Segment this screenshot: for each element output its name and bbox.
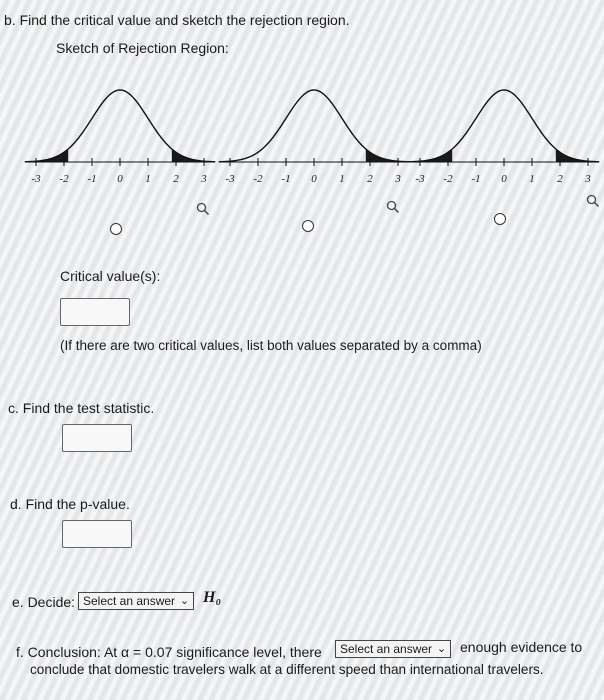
radio-option-1[interactable] — [110, 223, 122, 235]
conclusion-select-value: Select an answer — [340, 642, 433, 656]
part-d-prompt: d. Find the p-value. — [10, 496, 130, 512]
x-tick-label: -1 — [471, 173, 481, 185]
test-statistic-input[interactable] — [62, 424, 132, 452]
normal-curve-3 — [408, 82, 604, 202]
conclusion-line-2: conclude that domestic travelers walk at a different speed than international travelers. — [30, 662, 544, 677]
normal-curve-2 — [218, 82, 414, 202]
x-tick-label: 0 — [117, 173, 123, 185]
sketch-label: Sketch of Rejection Region: — [56, 40, 229, 56]
curve-option-1 — [24, 82, 220, 202]
x-tick-label: -2 — [443, 173, 453, 185]
decide-select-value: Select an answer — [83, 594, 176, 608]
x-tick-label: 2 — [173, 173, 179, 185]
x-tick-label: 2 — [367, 173, 373, 185]
part-e-prompt: e. Decide: — [12, 594, 76, 610]
zoom-icon-2[interactable] — [386, 200, 400, 214]
decide-select[interactable] — [78, 592, 194, 610]
conclusion-suffix: enough evidence to — [460, 639, 583, 655]
radio-option-3[interactable] — [494, 213, 506, 225]
x-tick-label: 3 — [585, 173, 591, 185]
x-tick-label: 0 — [311, 173, 317, 185]
zoom-icon-1[interactable] — [196, 202, 210, 216]
radio-option-2[interactable] — [302, 220, 314, 232]
curve-option-3 — [408, 82, 604, 202]
x-tick-label: -2 — [59, 173, 69, 185]
x-tick-label: 1 — [339, 173, 345, 185]
p-value-input[interactable] — [62, 520, 132, 548]
h0-symbol: H₀ — [203, 589, 222, 606]
x-tick-label: 3 — [395, 173, 401, 185]
curve-option-2 — [218, 82, 414, 202]
x-tick-label: -3 — [225, 173, 235, 185]
conclusion-select[interactable] — [335, 640, 451, 658]
chevron-down-icon: ⌄ — [179, 595, 190, 607]
normal-curve-line — [409, 90, 599, 162]
x-tick-label: -3 — [415, 173, 425, 185]
x-tick-label: 1 — [145, 173, 151, 185]
critical-value-label: Critical value(s): — [60, 268, 161, 284]
critical-value-note: (If there are two critical values, list both values separated by a comma) — [60, 338, 482, 353]
x-tick-label: -1 — [87, 173, 97, 185]
x-tick-label: 0 — [501, 173, 507, 185]
x-tick-label: -2 — [253, 173, 263, 185]
normal-curve-1 — [24, 82, 220, 202]
part-b-prompt: b. Find the critical value and sketch the rejection region. — [4, 12, 350, 28]
normal-curve-line — [25, 90, 215, 162]
x-tick-label: -3 — [31, 173, 41, 185]
critical-value-input[interactable] — [60, 298, 130, 326]
part-c-prompt: c. Find the test statistic. — [8, 400, 155, 416]
normal-curve-line — [219, 90, 409, 162]
conclusion-prefix: f. Conclusion: At α = 0.07 significance level, there — [16, 644, 322, 660]
x-tick-label: -1 — [281, 173, 291, 185]
zoom-icon-3[interactable] — [586, 194, 600, 208]
x-tick-label: 2 — [557, 173, 563, 185]
x-tick-label: 1 — [529, 173, 535, 185]
chevron-down-icon: ⌄ — [436, 643, 447, 655]
x-tick-label: 3 — [201, 173, 207, 185]
